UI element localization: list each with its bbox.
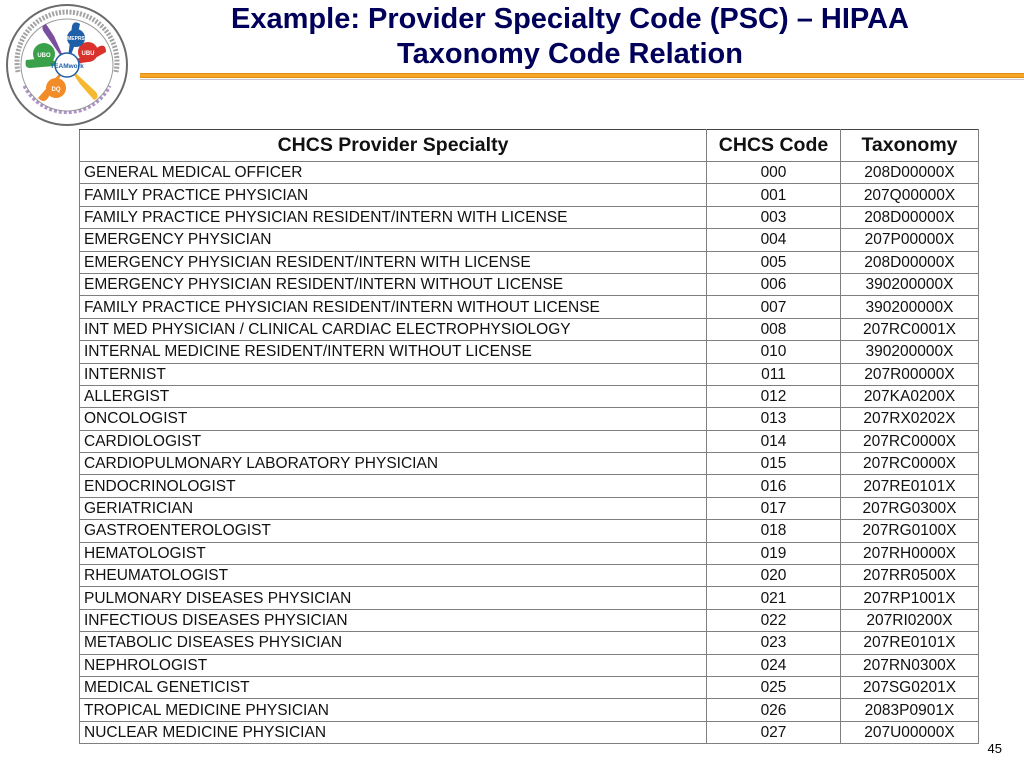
code-cell: 006: [707, 273, 841, 295]
specialty-cell: MEDICAL GENETICIST: [80, 676, 707, 698]
table-row: [80, 520, 979, 542]
specialty-cell: GERIATRICIAN: [80, 497, 707, 519]
code-cell: 015: [707, 453, 841, 475]
code-cell: 010: [707, 341, 841, 363]
table-row: [80, 184, 979, 206]
taxonomy-cell: 207P00000X: [841, 229, 979, 251]
conference-logo: [4, 2, 130, 128]
taxonomy-cell: 390200000X: [841, 296, 979, 318]
table-row: [80, 497, 979, 519]
table-row: [80, 453, 979, 475]
specialty-cell: METABOLIC DISEASES PHYSICIAN: [80, 632, 707, 654]
code-cell: 011: [707, 363, 841, 385]
table-header-row: [80, 130, 979, 162]
page-number: 45: [987, 741, 1002, 756]
table-row: [80, 609, 979, 631]
psc-taxonomy-table: [79, 129, 979, 744]
taxonomy-cell: 208D00000X: [841, 162, 979, 184]
taxonomy-cell: 207RE0101X: [841, 632, 979, 654]
code-cell: 013: [707, 408, 841, 430]
specialty-cell: ENDOCRINOLOGIST: [80, 475, 707, 497]
taxonomy-cell: 207RG0100X: [841, 520, 979, 542]
code-cell: 005: [707, 251, 841, 273]
taxonomy-cell: 207RN0300X: [841, 654, 979, 676]
taxonomy-cell: 208D00000X: [841, 251, 979, 273]
specialty-cell: FAMILY PRACTICE PHYSICIAN: [80, 184, 707, 206]
code-cell: 012: [707, 385, 841, 407]
slide-title: [140, 2, 1000, 72]
specialty-cell: NUCLEAR MEDICINE PHYSICIAN: [80, 721, 707, 743]
code-cell: 020: [707, 565, 841, 587]
title-divider-shadow: [140, 79, 1024, 80]
specialty-cell: GASTROENTEROLOGIST: [80, 520, 707, 542]
table-row: [80, 632, 979, 654]
specialty-cell: INT MED PHYSICIAN / CLINICAL CARDIAC ELECTROPHYSIOLOGY: [80, 318, 707, 340]
table-row: [80, 587, 979, 609]
table-row: [80, 206, 979, 228]
svg-text:DQ: DQ: [51, 87, 61, 93]
code-cell: 016: [707, 475, 841, 497]
code-cell: 027: [707, 721, 841, 743]
specialty-cell: EMERGENCY PHYSICIAN: [80, 229, 707, 251]
svg-text:UBO: UBO: [37, 53, 51, 59]
table-row: [80, 699, 979, 721]
svg-text:MEPRS: MEPRS: [67, 36, 85, 42]
table-row: [80, 565, 979, 587]
table-row: [80, 296, 979, 318]
taxonomy-cell: 207U00000X: [841, 721, 979, 743]
specialty-cell: HEMATOLOGIST: [80, 542, 707, 564]
table-row: [80, 363, 979, 385]
specialty-cell: ONCOLOGIST: [80, 408, 707, 430]
table-row: [80, 654, 979, 676]
code-cell: 025: [707, 676, 841, 698]
table-row: [80, 341, 979, 363]
table-body: [80, 162, 979, 744]
code-cell: 004: [707, 229, 841, 251]
specialty-cell: RHEUMATOLOGIST: [80, 565, 707, 587]
table-row: [80, 385, 979, 407]
code-cell: 024: [707, 654, 841, 676]
specialty-cell: CARDIOLOGIST: [80, 430, 707, 452]
code-cell: 017: [707, 497, 841, 519]
code-cell: 014: [707, 430, 841, 452]
specialty-cell: NEPHROLOGIST: [80, 654, 707, 676]
svg-text:TEAMwork: TEAMwork: [50, 63, 84, 70]
table-row: [80, 542, 979, 564]
specialty-cell: FAMILY PRACTICE PHYSICIAN RESIDENT/INTERN WITHOUT LICENSE: [80, 296, 707, 318]
header-provider-specialty: CHCS Provider Specialty: [80, 130, 707, 162]
header-taxonomy: Taxonomy: [841, 130, 979, 162]
taxonomy-cell: 2083P0901X: [841, 699, 979, 721]
code-cell: 018: [707, 520, 841, 542]
specialty-cell: CARDIOPULMONARY LABORATORY PHYSICIAN: [80, 453, 707, 475]
code-cell: 026: [707, 699, 841, 721]
specialty-cell: PULMONARY DISEASES PHYSICIAN: [80, 587, 707, 609]
taxonomy-cell: 390200000X: [841, 341, 979, 363]
taxonomy-cell: 390200000X: [841, 273, 979, 295]
title-divider: [140, 73, 1024, 78]
taxonomy-cell: 207RR0500X: [841, 565, 979, 587]
taxonomy-cell: 207RE0101X: [841, 475, 979, 497]
table-row: [80, 162, 979, 184]
taxonomy-cell: 207RG0300X: [841, 497, 979, 519]
taxonomy-cell: 207KA0200X: [841, 385, 979, 407]
taxonomy-cell: 207RI0200X: [841, 609, 979, 631]
specialty-cell: EMERGENCY PHYSICIAN RESIDENT/INTERN WITH LICENSE: [80, 251, 707, 273]
taxonomy-cell: 207SG0201X: [841, 676, 979, 698]
code-cell: 003: [707, 206, 841, 228]
code-cell: 019: [707, 542, 841, 564]
taxonomy-cell: 207R00000X: [841, 363, 979, 385]
code-cell: 021: [707, 587, 841, 609]
table-row: [80, 430, 979, 452]
taxonomy-cell: 208D00000X: [841, 206, 979, 228]
code-cell: 000: [707, 162, 841, 184]
taxonomy-cell: 207RC0001X: [841, 318, 979, 340]
specialty-cell: ALLERGIST: [80, 385, 707, 407]
specialty-cell: GENERAL MEDICAL OFFICER: [80, 162, 707, 184]
svg-text:UBU: UBU: [81, 51, 95, 57]
table-row: [80, 229, 979, 251]
specialty-cell: EMERGENCY PHYSICIAN RESIDENT/INTERN WITHOUT LICENSE: [80, 273, 707, 295]
taxonomy-cell: 207RC0000X: [841, 430, 979, 452]
table-row: [80, 251, 979, 273]
taxonomy-cell: 207RX0202X: [841, 408, 979, 430]
taxonomy-cell: 207RH0000X: [841, 542, 979, 564]
table-row: [80, 408, 979, 430]
specialty-cell: INTERNIST: [80, 363, 707, 385]
taxonomy-cell: 207RC0000X: [841, 453, 979, 475]
specialty-cell: FAMILY PRACTICE PHYSICIAN RESIDENT/INTERN WITH LICENSE: [80, 206, 707, 228]
code-cell: 007: [707, 296, 841, 318]
specialty-cell: INTERNAL MEDICINE RESIDENT/INTERN WITHOUT LICENSE: [80, 341, 707, 363]
specialty-cell: TROPICAL MEDICINE PHYSICIAN: [80, 699, 707, 721]
code-cell: 023: [707, 632, 841, 654]
slide-title-line-2: Taxonomy Code Relation: [397, 38, 743, 70]
table-row: [80, 475, 979, 497]
specialty-cell: INFECTIOUS DISEASES PHYSICIAN: [80, 609, 707, 631]
taxonomy-cell: 207Q00000X: [841, 184, 979, 206]
table-row: [80, 318, 979, 340]
code-cell: 008: [707, 318, 841, 340]
code-cell: 001: [707, 184, 841, 206]
code-cell: 022: [707, 609, 841, 631]
taxonomy-cell: 207RP1001X: [841, 587, 979, 609]
table-row: [80, 273, 979, 295]
table-row: [80, 721, 979, 743]
table-row: [80, 676, 979, 698]
slide-title-line-1: Example: Provider Specialty Code (PSC) – HIPAA: [231, 3, 909, 35]
header-chcs-code: CHCS Code: [707, 130, 841, 162]
